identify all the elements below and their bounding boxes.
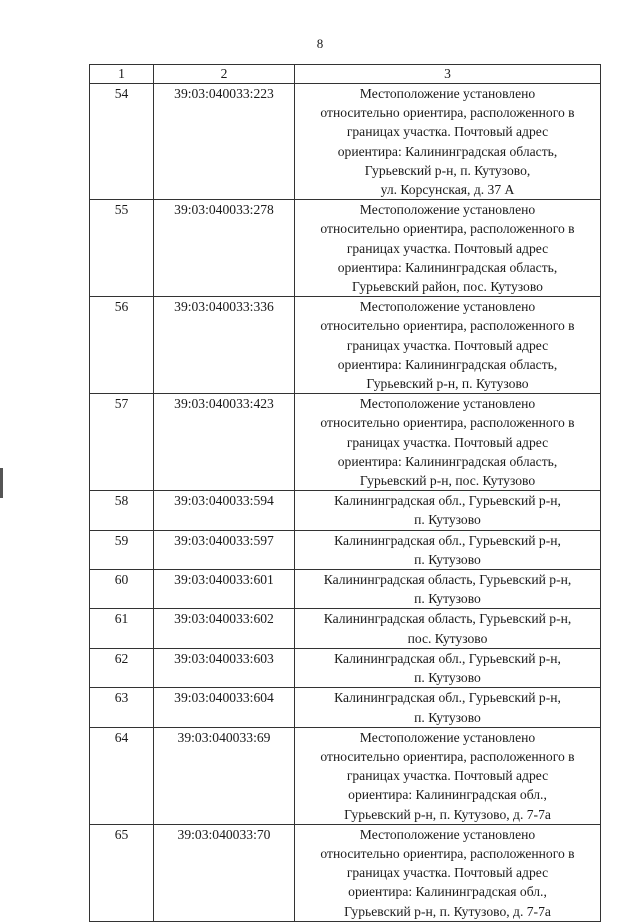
table-row <box>90 688 601 727</box>
address-line: Калининградская обл., Гурьевский р-н, <box>334 650 561 666</box>
address-line: Местоположение установлено <box>359 729 536 745</box>
header-col-3: 3 <box>295 65 601 84</box>
address-line: п. Кутузово <box>414 591 481 607</box>
row-number: 58 <box>90 491 154 530</box>
table-row <box>90 297 601 394</box>
row-number: 59 <box>90 530 154 569</box>
cadastral-number: 39:03:040033:594 <box>154 491 295 530</box>
row-number: 64 <box>90 727 154 824</box>
cadastral-number: 39:03:040033:602 <box>154 609 295 648</box>
cadastral-number: 39:03:040033:70 <box>154 824 295 921</box>
cadastral-number: 39:03:040033:336 <box>154 297 295 394</box>
table-row <box>90 824 601 921</box>
address-line: ориентира: Калининградская область, <box>337 453 558 469</box>
cadastral-number: 39:03:040033:601 <box>154 570 295 609</box>
address-description <box>295 727 601 824</box>
address-line: Гурьевский район, пос. Кутузово <box>352 279 543 295</box>
address-description <box>295 491 601 530</box>
address-line: относительно ориентира, расположенного в <box>320 845 575 861</box>
address-line: ориентира: Калининградская область, <box>337 356 558 372</box>
address-description <box>295 688 601 727</box>
address-line: границах участка. Почтовый адрес <box>346 865 549 881</box>
row-number: 63 <box>90 688 154 727</box>
table-row <box>90 570 601 609</box>
cadastral-number: 39:03:040033:278 <box>154 200 295 297</box>
table-body <box>90 65 601 922</box>
address-line: границах участка. Почтовый адрес <box>346 768 549 784</box>
address-line: границах участка. Почтовый адрес <box>346 124 549 140</box>
cadastral-number: 39:03:040033:69 <box>154 727 295 824</box>
address-line: Калининградская обл., Гурьевский р-н, <box>334 532 561 548</box>
row-number: 65 <box>90 824 154 921</box>
address-line: Калининградская обл., Гурьевский р-н, <box>334 493 561 509</box>
address-line: п. Кутузово <box>414 709 481 725</box>
table-header-row <box>90 65 601 84</box>
address-line: ориентира: Калининградская область, <box>337 259 558 275</box>
address-line: Местоположение установлено <box>359 826 536 842</box>
address-description <box>295 200 601 297</box>
table-row <box>90 609 601 648</box>
address-line: Гурьевский р-н, п. Кутузово <box>366 376 529 392</box>
cadastral-number: 39:03:040033:223 <box>154 84 295 200</box>
row-number: 62 <box>90 648 154 687</box>
address-line: пос. Кутузово <box>407 630 488 646</box>
address-line: относительно ориентира, расположенного в <box>320 105 575 121</box>
row-number: 54 <box>90 84 154 200</box>
table-row <box>90 491 601 530</box>
row-number: 56 <box>90 297 154 394</box>
table-row <box>90 200 601 297</box>
address-description <box>295 609 601 648</box>
address-line: Калининградская область, Гурьевский р-н, <box>323 611 572 627</box>
header-col-1: 1 <box>90 65 154 84</box>
address-description <box>295 297 601 394</box>
address-description <box>295 648 601 687</box>
cadastral-number: 39:03:040033:597 <box>154 530 295 569</box>
address-line: Гурьевский р-н, пос. Кутузово <box>359 473 536 489</box>
table-row <box>90 394 601 491</box>
address-line: п. Кутузово <box>414 670 481 686</box>
table-row <box>90 84 601 200</box>
address-line: Местоположение установлено <box>359 396 536 412</box>
address-description <box>295 530 601 569</box>
address-line: ул. Корсунская, д. 37 А <box>380 182 515 198</box>
address-line: ориентира: Калининградская обл., <box>348 787 547 803</box>
row-number: 61 <box>90 609 154 648</box>
row-number: 57 <box>90 394 154 491</box>
cadastral-number: 39:03:040033:423 <box>154 394 295 491</box>
address-line: Местоположение установлено <box>359 299 536 315</box>
address-line: п. Кутузово <box>414 512 481 528</box>
row-number: 55 <box>90 200 154 297</box>
address-line: ориентира: Калининградская обл., <box>348 884 547 900</box>
address-line: ориентира: Калининградская область, <box>337 143 558 159</box>
address-line: Гурьевский р-н, п. Кутузово, д. 7-7а <box>344 903 551 919</box>
address-description <box>295 84 601 200</box>
address-description <box>295 394 601 491</box>
address-line: Местоположение установлено <box>359 86 536 101</box>
cadastral-table <box>89 64 601 922</box>
table-row <box>90 648 601 687</box>
address-line: границах участка. Почтовый адрес <box>346 337 549 353</box>
address-line: границах участка. Почтовый адрес <box>346 240 549 256</box>
address-line: Калининградская область, Гурьевский р-н, <box>323 572 572 588</box>
address-line: относительно ориентира, расположенного в <box>320 415 575 431</box>
cadastral-number: 39:03:040033:603 <box>154 648 295 687</box>
address-description <box>295 824 601 921</box>
address-line: Гурьевский р-н, п. Кутузово, <box>364 162 531 178</box>
address-line: Калининградская обл., Гурьевский р-н, <box>334 690 561 706</box>
table-row <box>90 727 601 824</box>
address-line: относительно ориентира, расположенного в <box>320 748 575 764</box>
table-row <box>90 530 601 569</box>
address-line: Гурьевский р-н, п. Кутузово, д. 7-7а <box>344 806 551 822</box>
address-line: Местоположение установлено <box>359 202 536 218</box>
row-number: 60 <box>90 570 154 609</box>
address-line: границах участка. Почтовый адрес <box>346 434 549 450</box>
page-number: 8 <box>316 36 324 51</box>
scan-edge-mark <box>0 468 3 498</box>
address-line: относительно ориентира, расположенного в <box>320 221 575 237</box>
address-description <box>295 570 601 609</box>
address-line: п. Кутузово <box>414 551 481 567</box>
header-col-2: 2 <box>154 65 295 84</box>
cadastral-number: 39:03:040033:604 <box>154 688 295 727</box>
address-line: относительно ориентира, расположенного в <box>320 318 575 334</box>
